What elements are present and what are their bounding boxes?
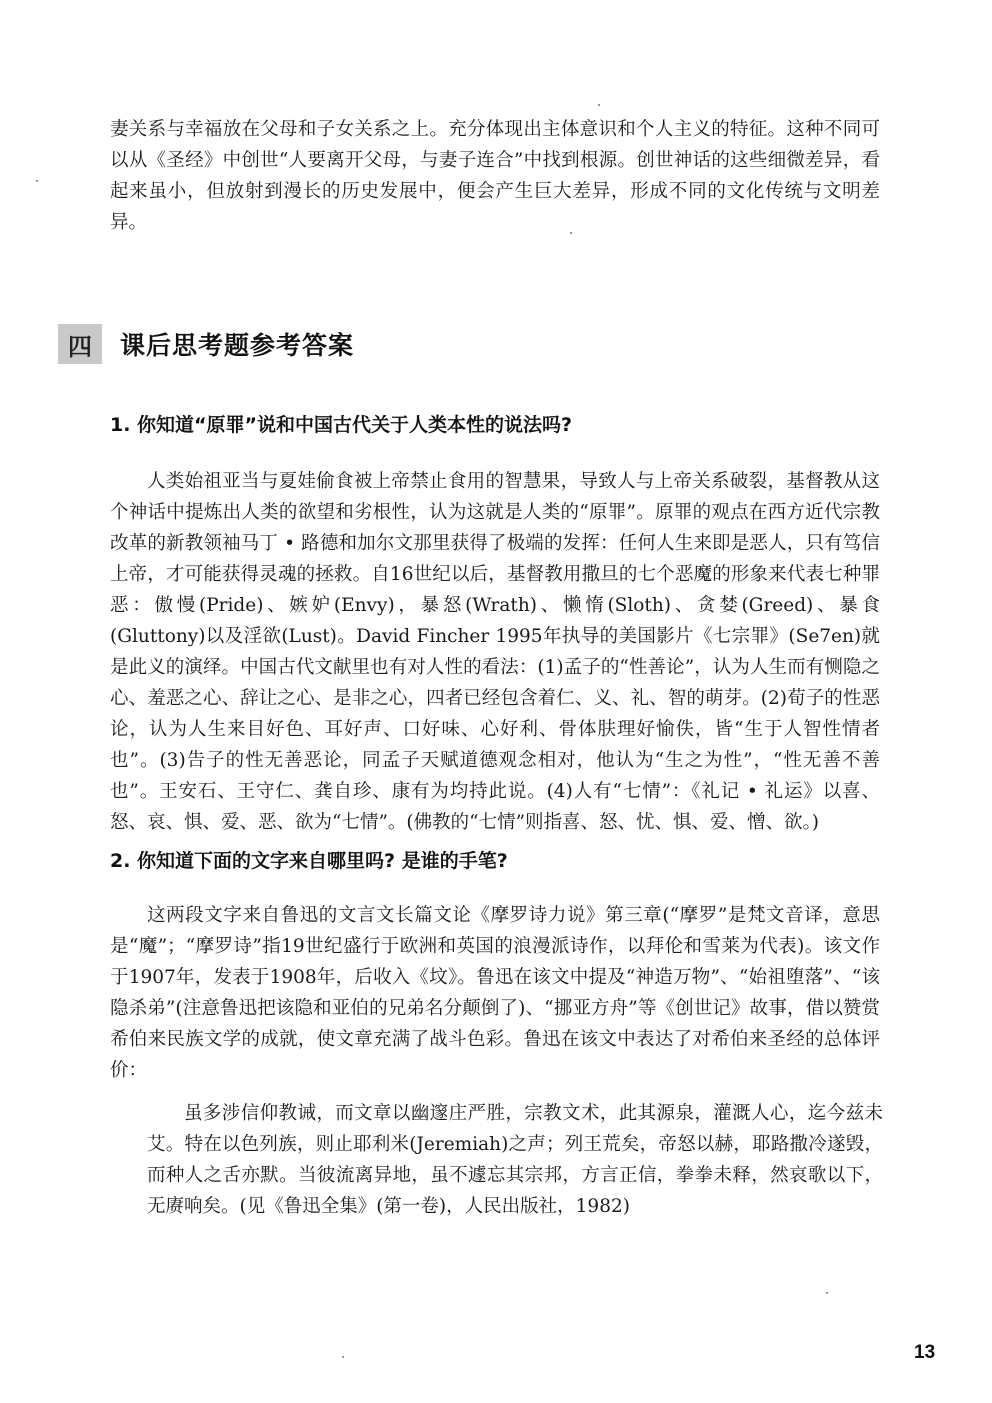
section-header [58,322,354,366]
question-1-title: 1. 你知道“原罪”说和中国古代关于人类本性的说法吗? [110,414,573,436]
question-2-answer: 这两段文字来自鲁迅的文言文长篇文论《摩罗诗力说》第三章(“摩罗”是梵文音译，意思是“魔”；“摩罗诗”指19世纪盛行于欧洲和英国的浪漫派诗作，以拜伦和雪莱为代表)。该文作于1907年，发表于1908年，后收入《坟》。鲁迅在该文中提及“神造万物”、“始祖堕落”、“该隐杀弟”(注意鲁迅把该隐和亚伯的兄弟名分颠倒了)、“挪亚方舟”等《创世记》故事，借以赞赏希伯来民族文学的成就，使文章充满了战斗色彩。鲁迅在该文中表达了对希伯来圣经的总体评价： [110,905,880,1081]
page-number: 13 [914,1342,936,1363]
section-number: 四 [58,324,102,364]
section-title: 课后思考题参考答案 [120,331,355,360]
question-2-title: 2. 你知道下面的文字来自哪里吗? 是谁的手笔? [110,850,508,872]
scan-speck [36,180,38,182]
scan-speck [826,1292,828,1294]
scan-speck [570,232,572,234]
intro-paragraph: 妻关系与幸福放在父母和子女关系之上。充分体现出主体意识和个人主义的特征。这种不同可以从《圣经》中创世“人要离开父母，与妻子连合”中找到根源。创世神话的这些细微差异，看起来虽小，但放射到漫长的历史发展中，便会产生巨大差异，形成不同的文化传统与文明差异。 [110,119,880,233]
luxun-quote: 虽多涉信仰教诫，而文章以幽邃庄严胜，宗教文术，此其源泉，灌溉人心，迄今兹未艾。特在以色列族，则止耶利米(Jeremiah)之声；列王荒矣，帝怒以赫，耶路撒冷遂毁，而种人之舌亦默。当彼流离异地，虽不遽忘其宗邦，方言正信，拳拳未释，然哀歌以下，无赓响矣。(见《鲁迅全集》(第一卷)，人民出版社，1982) [147,1103,883,1217]
question-1-answer: 人类始祖亚当与夏娃偷食被上帝禁止食用的智慧果，导致人与上帝关系破裂，基督教从这个神话中提炼出人类的欲望和劣根性，认为这就是人类的“原罪”。原罪的观点在西方近代宗教改革的新教领袖马丁 • 路德和加尔文那里获得了极端的发挥：任何人生来即是恶人，只有笃信上帝，才可能获得灵魂的拯救。自16世纪以后，基督教用撒旦的七个恶魔的形象来代表七种罪恶：傲慢(Pride)、嫉妒(Envy)，暴怒(Wrath)、懒惰(Sloth)、贪婪(Greed)、暴食(Gluttony)以及淫欲(Lust)。David Fincher 1995年执导的美国影片《七宗罪》(Se7en)就是此义的演绎。中国古代文献里也有对人性的看法：(1)孟子的“性善论”，认为人生而有恻隐之心、羞恶之心、辞让之心、是非之心，四者已经包含着仁、义、礼、智的萌芽。(2)荀子的性恶论，认为人生来目好色、耳好声、口好味、心好利、骨体肤理好愉佚，皆“生于人智性情者也”。(3)告子的性无善恶论，同孟子天赋道德观念相对，他认为“生之为性”，“性无善不善也”。王安石、王守仁、龚自珍、康有为均持此说。(4)人有“七情”：《礼记 • 礼运》以喜、怒、哀、惧、爱、恶、欲为“七情”。(佛教的“七情”则指喜、怒、忧、惧、爱、憎、欲。) [110,471,880,833]
scan-speck [598,104,600,106]
scan-speck [342,1356,344,1358]
